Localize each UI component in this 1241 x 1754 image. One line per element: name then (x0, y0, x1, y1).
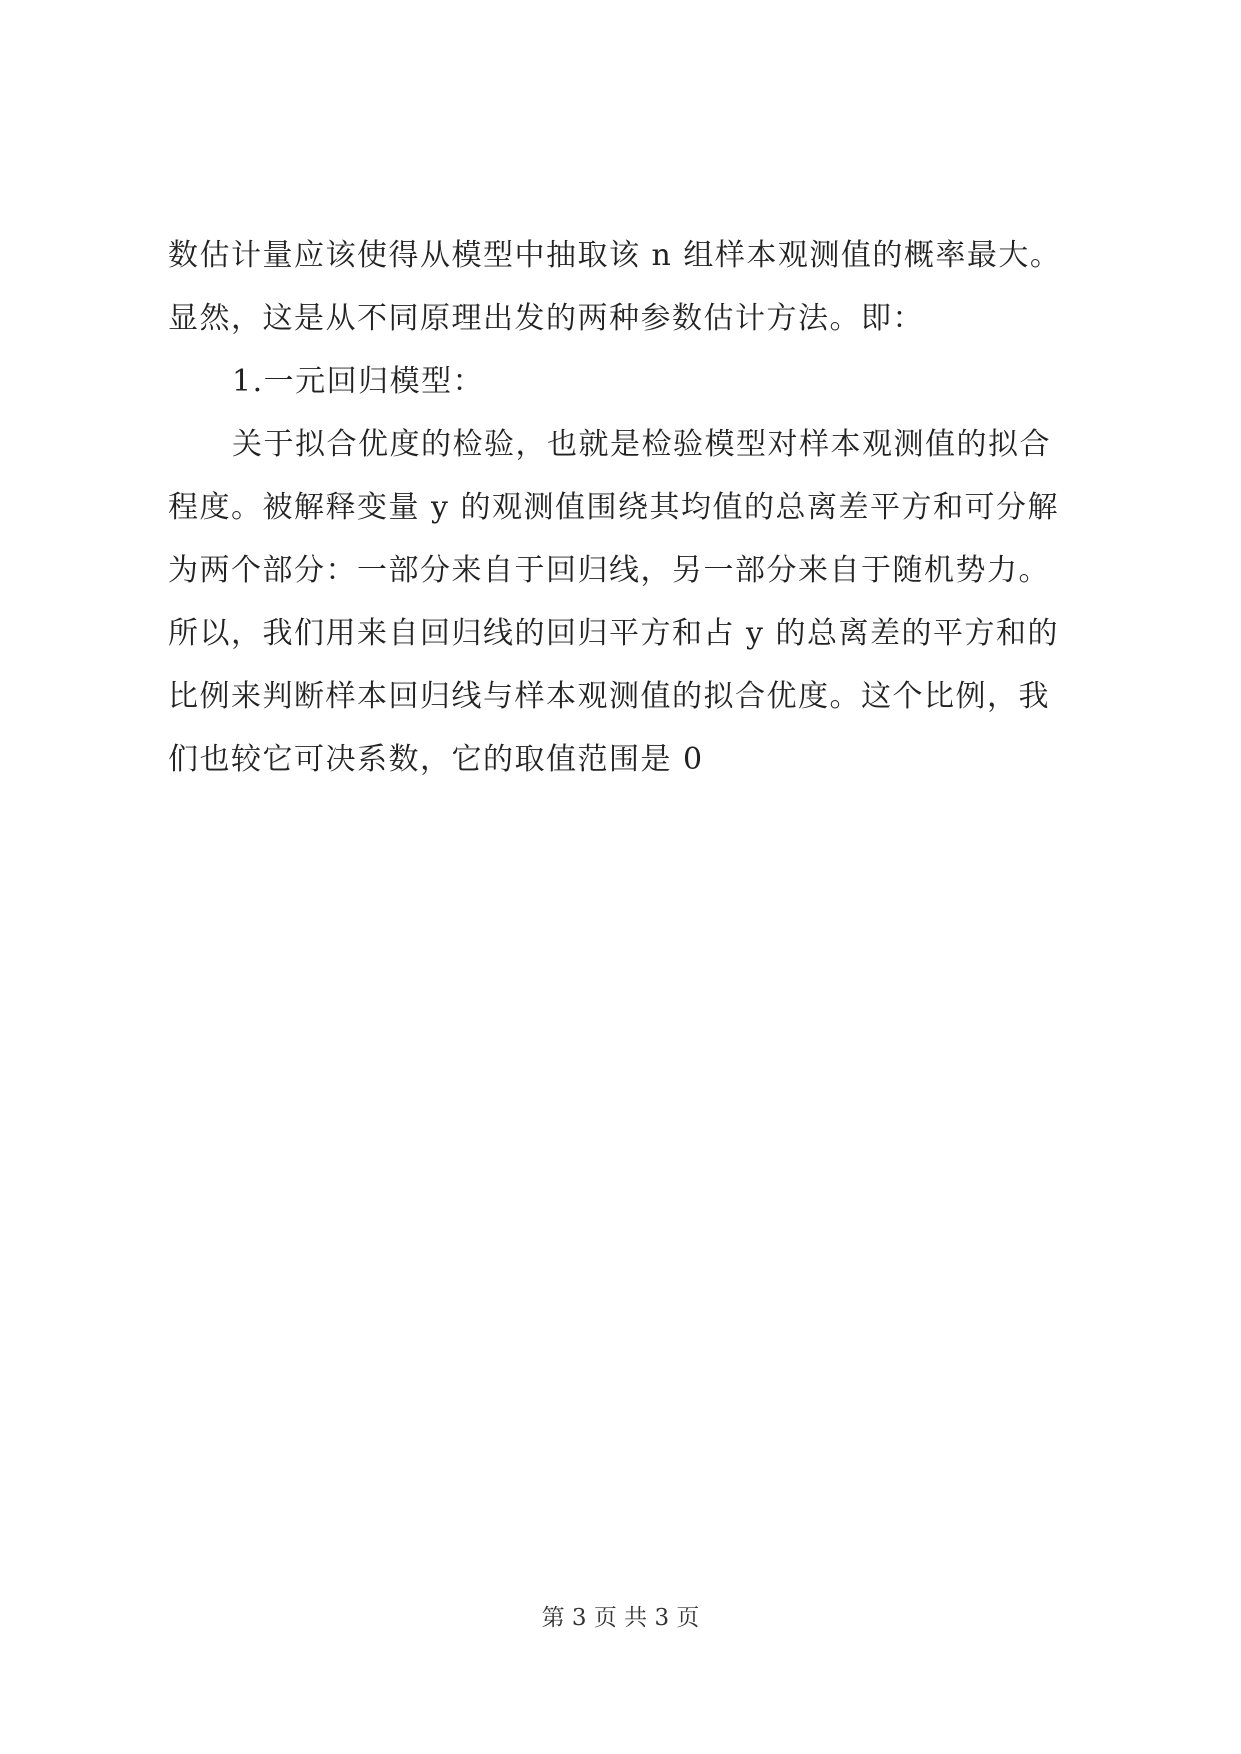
page-number-footer: 第 3 页 共 3 页 (541, 1605, 700, 1631)
body-text-line: 数估计量应该使得从模型中抽取该 n 组样本观测值的概率最大。 (168, 238, 1062, 273)
paragraph-first-line: 关于拟合优度的检验，也就是检验模型对样本观测值的拟合 (232, 427, 1051, 462)
body-text-line: 程度。被解释变量 y 的观测值围绕其均值的总离差平方和可分解 (168, 490, 1060, 525)
body-text-line: 为两个部分：一部分来自于回归线，另一部分来自于随机势力。 (168, 553, 1050, 588)
section-heading: 1.一元回归模型： (232, 364, 485, 399)
body-text-line: 显然，这是从不同原理出发的两种参数估计方法。即： (168, 301, 924, 336)
body-text-line: 所以，我们用来自回归线的回归平方和占 y 的总离差的平方和的 (168, 616, 1060, 651)
body-text-line: 们也较它可决系数，它的取值范围是 0 (168, 742, 704, 777)
body-text-line: 比例来判断样本回归线与样本观测值的拟合优度。这个比例，我 (168, 679, 1050, 714)
